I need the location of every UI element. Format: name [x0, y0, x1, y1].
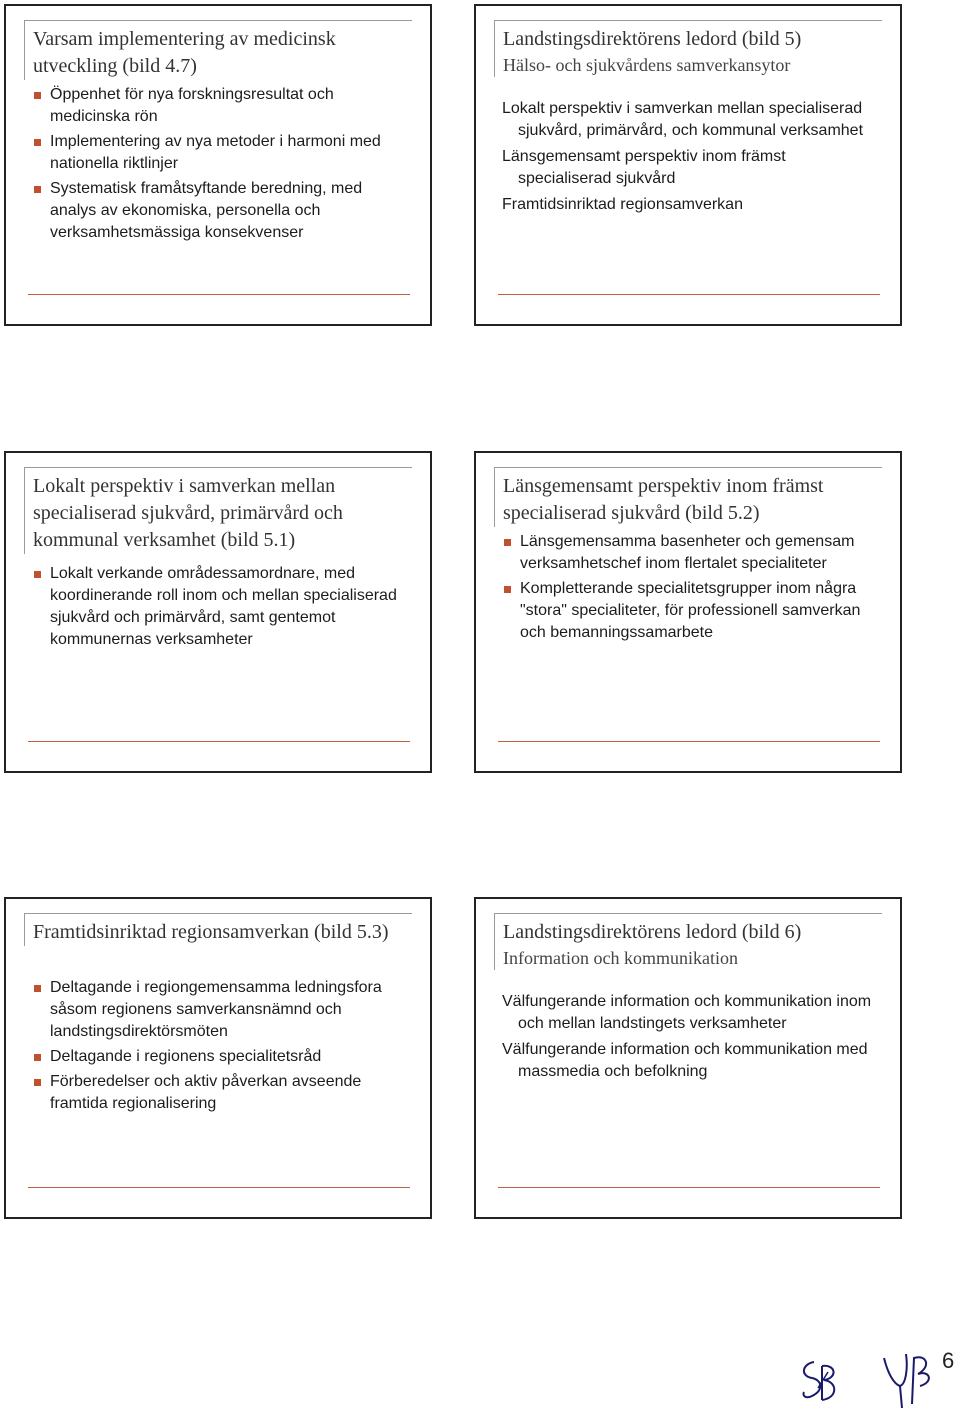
slide-5-1: [4, 451, 432, 773]
footer-rule: [28, 1187, 410, 1188]
paragraph-item: Lokalt perspektiv i samverkan mellan specialiserad sjukvård, primärvård, och kommunal verksamhet: [502, 100, 864, 139]
slide-header: [24, 20, 412, 80]
bullet-item: Implementering av nya metoder i harmoni med nationella riktlinjer: [32, 131, 412, 175]
bullet-item: Förberedelser och aktiv påverkan avseende framtida regionalisering: [32, 1071, 412, 1115]
footer-rule: [498, 294, 880, 295]
slide-5-2: [474, 451, 902, 773]
bullet-item: Kompletterande specialitetsgrupper inom några "stora" specialiteter, för professionell samverkan och bemanningssamarbete: [502, 578, 882, 644]
paragraph-item: Välfungerande information och kommunikation med massmedia och befolkning: [502, 1041, 868, 1080]
slide-title: Landstingsdirektörens ledord (bild 5): [503, 28, 802, 50]
bullet-item: Lokalt verkande områdessamordnare, med koordinerande roll inom och mellan specialiserad sjukvård och primärvård, samt gentemot kommunernas verksamheter: [32, 563, 412, 651]
square-bullet-icon: [504, 539, 511, 546]
slide-body: [502, 531, 882, 647]
handwritten-initials-signature: [792, 1352, 852, 1412]
footer-rule: [498, 741, 880, 742]
footer-rule: [28, 294, 410, 295]
slide-6: [474, 897, 902, 1219]
bullet-item: Deltagande i regionens specialitetsråd: [32, 1046, 412, 1068]
slide-header: [24, 913, 412, 946]
slide-title: Landstingsdirektörens ledord (bild 6): [503, 921, 802, 943]
square-bullet-icon: [34, 1054, 41, 1061]
square-bullet-icon: [34, 1079, 41, 1086]
paragraph-item: Välfungerande information och kommunikation inom och mellan landstingets verksamheter: [502, 993, 872, 1032]
bullet-item: Deltagande i regiongemensamma ledningsfora såsom regionens samverkansnämnd och landstingsdirektörsmöten: [32, 977, 412, 1043]
square-bullet-icon: [34, 186, 41, 193]
slide-header: [494, 913, 882, 970]
slide-body: [502, 991, 882, 1087]
slide-body: [502, 98, 882, 220]
paragraph-item: Länsgemensamt perspektiv inom främst specialiserad sjukvård: [502, 148, 786, 187]
bullet-item: Länsgemensamma basenheter och gemensam verksamhetschef inom flertalet specialiteter: [502, 531, 882, 575]
handwritten-initials-signature: [876, 1344, 940, 1414]
square-bullet-icon: [504, 586, 511, 593]
slide-title: Lokalt perspektiv i samverkan mellan specialiserad sjukvård, primärvård och kommunal verksamhet (bild 5.1): [33, 475, 343, 551]
slide-title: Länsgemensamt perspektiv inom främst specialiserad sjukvård (bild 5.2): [503, 475, 824, 524]
slide-5-3: [4, 897, 432, 1219]
page-number: 6: [942, 1348, 955, 1373]
slide-title: Framtidsinriktad regionsamverkan (bild 5.3): [33, 921, 389, 943]
slide-body: [32, 977, 412, 1118]
slide-subtitle: Information och kommunikation: [503, 948, 738, 968]
slide-header: [24, 467, 412, 554]
slide-header: [494, 20, 882, 77]
slide-5: [474, 4, 902, 326]
slide-body: [32, 563, 412, 654]
bullet-item: Systematisk framåtsyftande beredning, med analys av ekonomiska, personella och verksamhetsmässiga konsekvenser: [32, 178, 412, 244]
square-bullet-icon: [34, 985, 41, 992]
square-bullet-icon: [34, 571, 41, 578]
slide-subtitle: Hälso- och sjukvårdens samverkansytor: [503, 55, 791, 75]
slide-title: Varsam implementering av medicinsk utveckling (bild 4.7): [33, 28, 336, 77]
footer-rule: [498, 1187, 880, 1188]
slide-4-7: [4, 4, 432, 326]
footer-rule: [28, 741, 410, 742]
bullet-item: Öppenhet för nya forskningsresultat och medicinska rön: [32, 84, 412, 128]
square-bullet-icon: [34, 92, 41, 99]
slide-header: [494, 467, 882, 527]
slide-body: [32, 84, 412, 247]
paragraph-item: Framtidsinriktad regionsamverkan: [502, 196, 743, 213]
square-bullet-icon: [34, 139, 41, 146]
